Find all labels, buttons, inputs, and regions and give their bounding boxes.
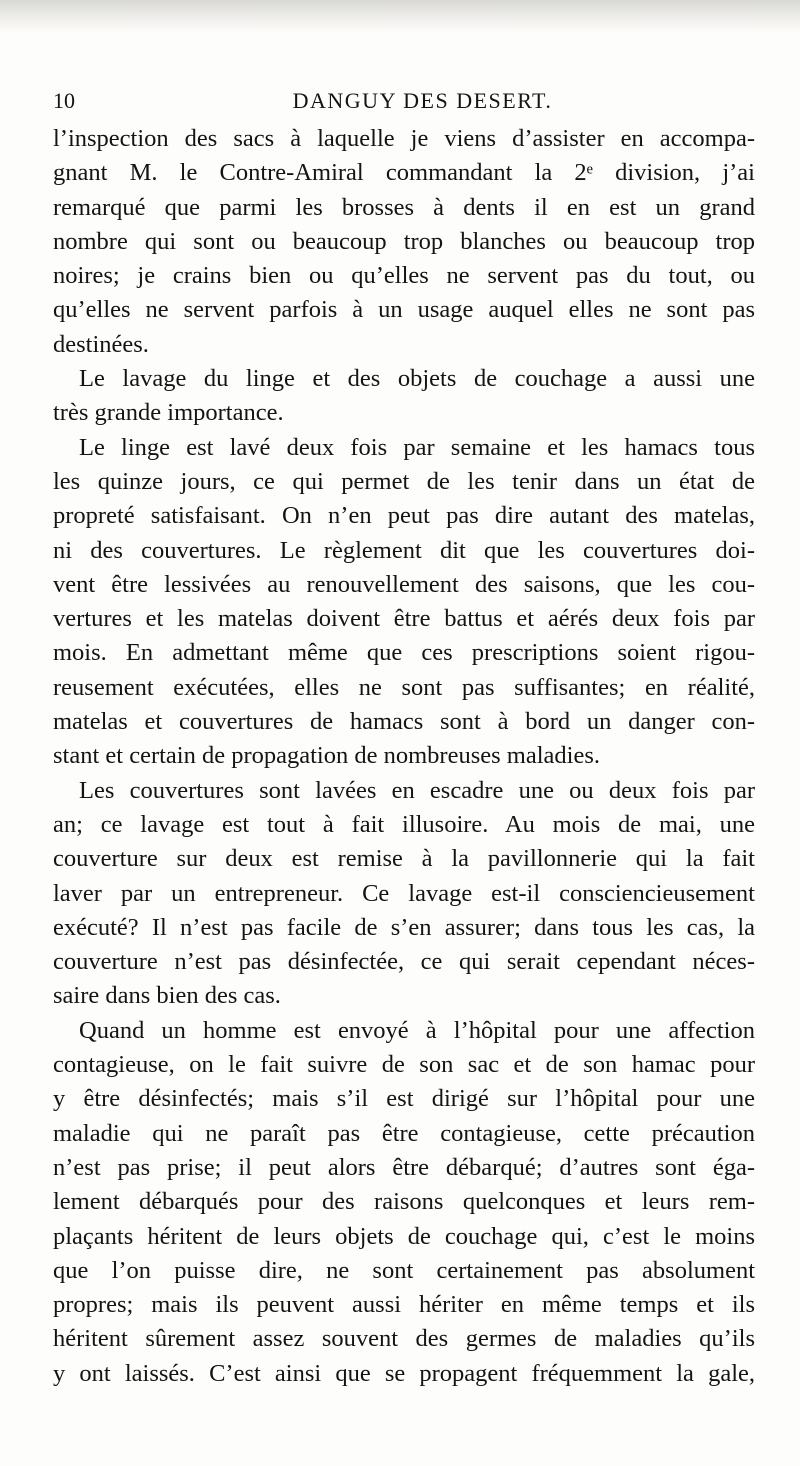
text-line: les quinze jours, ce qui permet de les tenir dans un état de: [53, 467, 755, 495]
text-line: remarqué que parmi les brosses à dents il en est un grand: [53, 193, 755, 221]
text-line: que l’on puisse dire, ne sont certainement pas absolument: [53, 1256, 755, 1284]
text-line: mois. En admettant même que ces prescriptions soient rigou-: [53, 639, 755, 667]
running-title: DANGUY DES DESERT.: [292, 88, 553, 113]
running-head: [53, 84, 752, 118]
text-line: exécuté? Il n’est pas facile de s’en assurer; dans tous les cas, la: [53, 913, 755, 941]
text-line: couverture n’est pas désinfectée, ce qui serait cependant néces-: [53, 948, 755, 976]
text-line: maladie qui ne paraît pas être contagieuse, cette précaution: [53, 1119, 755, 1147]
text-line: qu’elles ne servent parfois à un usage auquel elles ne sont pas: [53, 296, 755, 324]
text-line: noires; je crains bien ou qu’elles ne servent pas du tout, ou: [53, 262, 755, 290]
body-text: [53, 122, 755, 1391]
text-line: vent être lessivées au renouvellement des saisons, que les cou-: [53, 570, 755, 598]
scanned-page-edge: [0, 0, 800, 34]
text-line: reusement exécutées, elles ne sont pas suffisantes; en réalité,: [53, 673, 755, 701]
text-line: saire dans bien des cas.: [53, 982, 281, 1010]
text-line: gnant M. le Contre-Amiral commandant la 2ᵉ division, j’ai: [53, 159, 755, 187]
text-line: destinées.: [53, 330, 149, 358]
text-line: laver par un entrepreneur. Ce lavage est-il consciencieusement: [53, 879, 755, 907]
text-line: Les couvertures sont lavées en escadre une ou deux fois par: [79, 776, 755, 804]
text-line: ni des couvertures. Le règlement dit que les couvertures doi-: [53, 536, 755, 564]
text-line: matelas et couvertures de hamacs sont à bord un danger con-: [53, 708, 755, 736]
text-line: stant et certain de propagation de nombreuses maladies.: [53, 742, 600, 770]
text-line: plaçants héritent de leurs objets de couchage qui, c’est le moins: [53, 1222, 755, 1250]
text-line: Quand un homme est envoyé à l’hôpital pour une affection: [79, 1016, 755, 1044]
text-line: vertures et les matelas doivent être battus et aérés deux fois par: [53, 605, 755, 633]
text-line: lement débarqués pour des raisons quelconques et leurs rem-: [53, 1188, 755, 1216]
text-line: héritent sûrement assez souvent des germes de maladies qu’ils: [53, 1325, 755, 1353]
text-line: y ont laissés. C’est ainsi que se propagent fréquemment la gale,: [53, 1359, 755, 1387]
text-line: propreté satisfaisant. On n’en peut pas dire autant des matelas,: [53, 502, 755, 530]
page-number: 10: [53, 88, 75, 113]
text-line: très grande importance.: [53, 399, 284, 427]
text-line: Le linge est lavé deux fois par semaine et les hamacs tous: [79, 433, 755, 461]
text-line: y être désinfectés; mais s’il est dirigé sur l’hôpital pour une: [53, 1085, 755, 1113]
text-line: Le lavage du linge et des objets de couchage a aussi une: [79, 365, 755, 393]
text-line: l’inspection des sacs à laquelle je viens d’assister en accompa-: [53, 125, 755, 152]
text-line: couverture sur deux est remise à la pavillonnerie qui la fait: [53, 845, 755, 873]
text-line: nombre qui sont ou beaucoup trop blanches ou beaucoup trop: [53, 227, 755, 255]
text-line: n’est pas prise; il peut alors être débarqué; d’autres sont éga-: [53, 1153, 755, 1181]
text-line: propres; mais ils peuvent aussi hériter en même temps et ils: [53, 1291, 755, 1319]
text-line: contagieuse, on le fait suivre de son sac et de son hamac pour: [53, 1051, 755, 1079]
text-line: an; ce lavage est tout à fait illusoire. Au mois de mai, une: [53, 810, 755, 838]
